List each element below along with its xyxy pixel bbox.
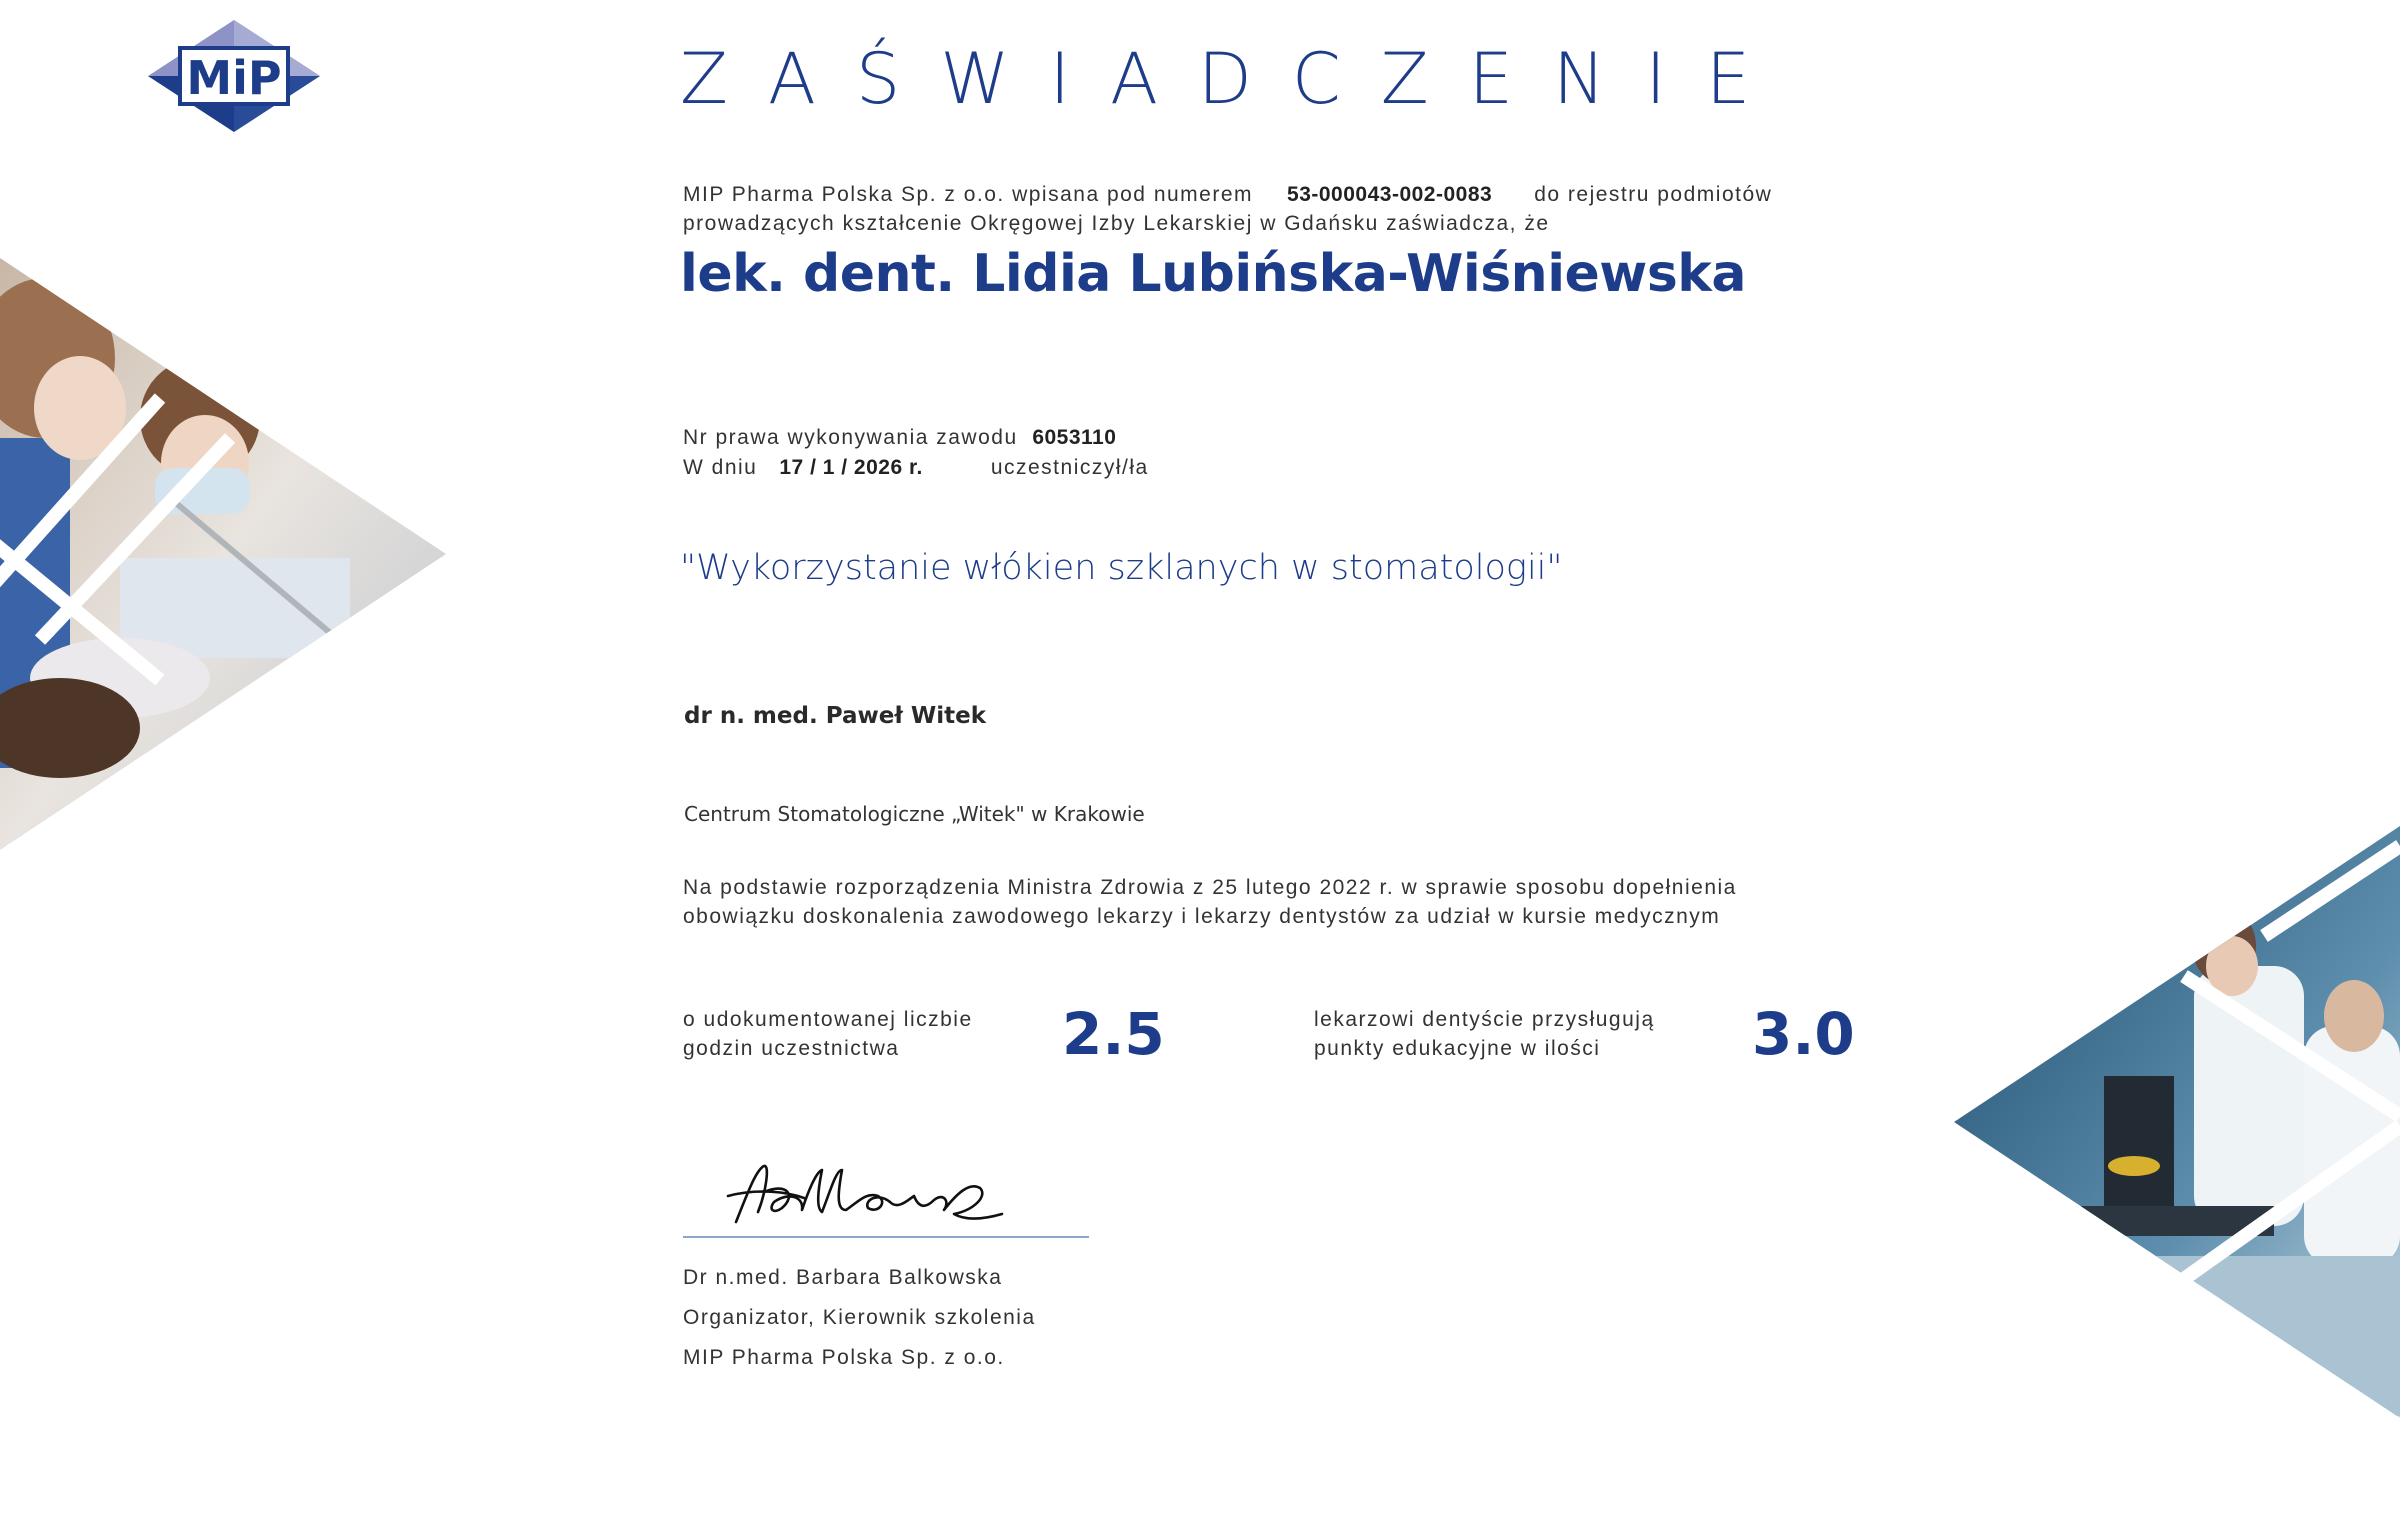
signature-line — [683, 1236, 1089, 1238]
legal-line2: obowiązku doskonalenia zawodowego lekarzy i lekarzy dentystów za udział w kursie medycznym — [683, 905, 1721, 928]
participated-text: uczestniczył/ła — [990, 456, 1149, 479]
license-block — [683, 423, 1149, 483]
license-number: 6053110 — [1032, 426, 1117, 449]
legal-text — [683, 873, 1737, 931]
signer-name: Dr n.med. Barbara Balkowska — [683, 1266, 1003, 1289]
course-date: 17 / 1 / 2026 r. — [779, 456, 923, 479]
points-label-line2: punkty edukacyjne w ilości — [1314, 1037, 1601, 1060]
intro-line1-pre: MIP Pharma Polska Sp. z o.o. wpisana pod numerem — [683, 183, 1254, 206]
points-label-line1: lekarzowi dentyście przysługują — [1314, 1008, 1655, 1031]
legal-line1: Na podstawie rozporządzenia Ministra Zdrowia z 25 lutego 2022 r. w sprawie sposobu dopełnienia — [683, 876, 1737, 899]
mip-logo — [146, 18, 322, 134]
points-label — [1314, 1005, 1655, 1063]
date-label: W dniu — [683, 456, 758, 479]
intro-line1-post: do rejestru podmiotów — [1534, 183, 1773, 206]
venue-text: Centrum Stomatologiczne „Witek" w Krakowie — [684, 802, 1145, 826]
hours-label-line1: o udokumentowanej liczbie — [683, 1008, 973, 1031]
license-label: Nr prawa wykonywania zawodu — [683, 426, 1018, 449]
course-title: "Wykorzystanie włókien szklanych w stomatologii" — [680, 548, 1563, 588]
signer-block — [683, 1258, 1036, 1378]
hours-value: 2.5 — [1062, 1000, 1165, 1068]
hours-label-line2: godzin uczestnictwa — [683, 1037, 900, 1060]
lab-photo-triangle — [1954, 826, 2400, 1418]
participant-name: lek. dent. Lidia Lubińska-Wiśniewska — [680, 244, 1746, 304]
intro-text — [683, 180, 1772, 238]
hours-label — [683, 1005, 973, 1063]
handwritten-signature — [718, 1152, 1008, 1232]
signer-company: MIP Pharma Polska Sp. z o.o. — [683, 1346, 1005, 1369]
signer-role: Organizator, Kierownik szkolenia — [683, 1306, 1036, 1329]
logo-text: MiP — [186, 51, 282, 105]
certificate-title: ZAŚWIADCZENIE — [680, 38, 1791, 120]
dental-photo-triangle — [0, 258, 450, 850]
intro-line2: prowadzących kształcenie Okręgowej Izby Lekarskiej w Gdańsku zaświadcza, że — [683, 212, 1550, 235]
lecturer-name: dr n. med. Paweł Witek — [684, 703, 986, 729]
registry-number: 53-000043-002-0083 — [1287, 183, 1493, 206]
points-value: 3.0 — [1752, 1000, 1855, 1068]
